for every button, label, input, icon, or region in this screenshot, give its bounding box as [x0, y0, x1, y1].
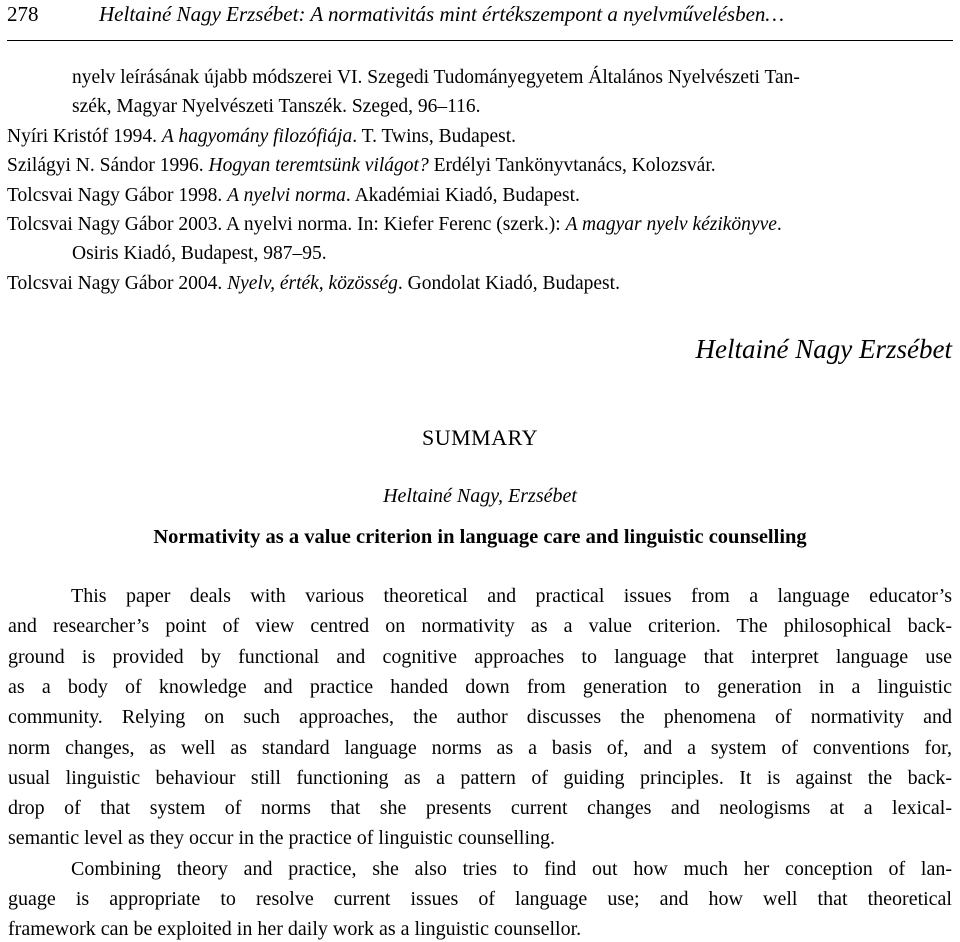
reference-text: Szilágyi N. Sándor 1996.	[7, 155, 209, 177]
author-signature: Heltainé Nagy Erzsébet	[695, 334, 952, 364]
reference-text: nyelv leírásának újabb módszerei VI. Szegedi Tudományegyetem Általános Nyelvészeti Tan-	[72, 67, 800, 88]
summary-paragraph-line: norm changes, as well as standard language norms as a basis of, and a system of conventions for,	[8, 736, 952, 759]
reference-text: Nyíri Kristóf 1994.	[7, 125, 162, 147]
reference-text: . Akadémiai Kiadó, Budapest.	[345, 184, 580, 206]
reference-line	[7, 213, 952, 237]
page-header	[7, 0, 953, 41]
reference-text: szék, Magyar Nyelvészeti Tanszék. Szeged, 96–116.	[72, 96, 481, 118]
reference-text: Tolcsvai Nagy Gábor 2004.	[7, 272, 228, 294]
summary-paragraph-line: guage is appropriate to resolve current issues of language use; and how well that theoretical	[8, 888, 952, 910]
reference-title: Nyelv, érték, közösség	[227, 272, 398, 294]
summary-paragraph-line: framework can be exploited in her daily work as a linguistic counsellor.	[8, 918, 582, 941]
summary-paragraph-line: Combining theory and practice, she also tries to find out how much her conception of lan-	[71, 857, 952, 880]
running-title: Heltainé Nagy Erzsébet: A normativitás mint értékszempont a nyelvművelésben…	[99, 2, 785, 26]
reference-title: Hogyan teremtsünk világot?	[208, 155, 429, 177]
reference-title: A magyar nyelv kézikönyve	[565, 214, 777, 235]
reference-text: . T. Twins, Budapest.	[352, 125, 517, 147]
reference-text: Tolcsvai Nagy Gábor 2003. A nyelvi norma. In: Kiefer Ferenc (szerk.):	[7, 214, 566, 235]
reference-title: A nyelvi norma	[227, 184, 346, 206]
reference-line	[7, 154, 952, 178]
reference-line	[7, 184, 952, 208]
summary-heading: SUMMARY	[422, 425, 538, 450]
page-number: 278	[7, 2, 39, 26]
summary-paragraph-line: drop of that system of norms that she presents current changes and neologisms at a lexical-	[8, 797, 952, 820]
summary-paragraph-line: as a body of knowledge and practice handed down from generation to generation in a linguistic	[8, 675, 952, 698]
summary-paragraph-line: and researcher’s point of view centred on normativity as a value criterion. The philosophical back-	[8, 615, 952, 638]
reference-text: Erdélyi Tankönyvtanács, Kolozsvár.	[428, 155, 716, 177]
reference-title: A hagyomány filozófiája	[161, 125, 353, 147]
reference-text: . Gondolat Kiadó, Budapest.	[397, 272, 620, 294]
summary-paragraph-line: usual linguistic behaviour still functioning as a pattern of guiding principles. It is against the back-	[8, 766, 952, 789]
summary-paragraph-line: This paper deals with various theoretical and practical issues from a language educator’s	[71, 585, 952, 607]
reference-line	[72, 95, 960, 119]
summary-title: Normativity as a value criterion in language care and linguistic counselling	[153, 526, 807, 548]
summary-paragraph-line: community. Relying on such approaches, the author discusses the phenomena of normativity and	[8, 706, 952, 729]
reference-text: .	[776, 214, 782, 235]
reference-line	[72, 66, 960, 90]
summary-author: Heltainé Nagy, Erzsébet	[383, 485, 577, 507]
reference-line	[7, 272, 952, 296]
reference-line	[7, 125, 952, 149]
summary-paragraph-line: semantic level as they occur in the practice of linguistic counselling.	[8, 827, 556, 850]
reference-text: Tolcsvai Nagy Gábor 1998.	[7, 184, 228, 206]
reference-text: Osiris Kiadó, Budapest, 987–95.	[72, 243, 327, 265]
reference-line	[72, 242, 960, 266]
summary-paragraph-line: ground is provided by functional and cognitive approaches to language that interpret language use	[8, 645, 952, 668]
